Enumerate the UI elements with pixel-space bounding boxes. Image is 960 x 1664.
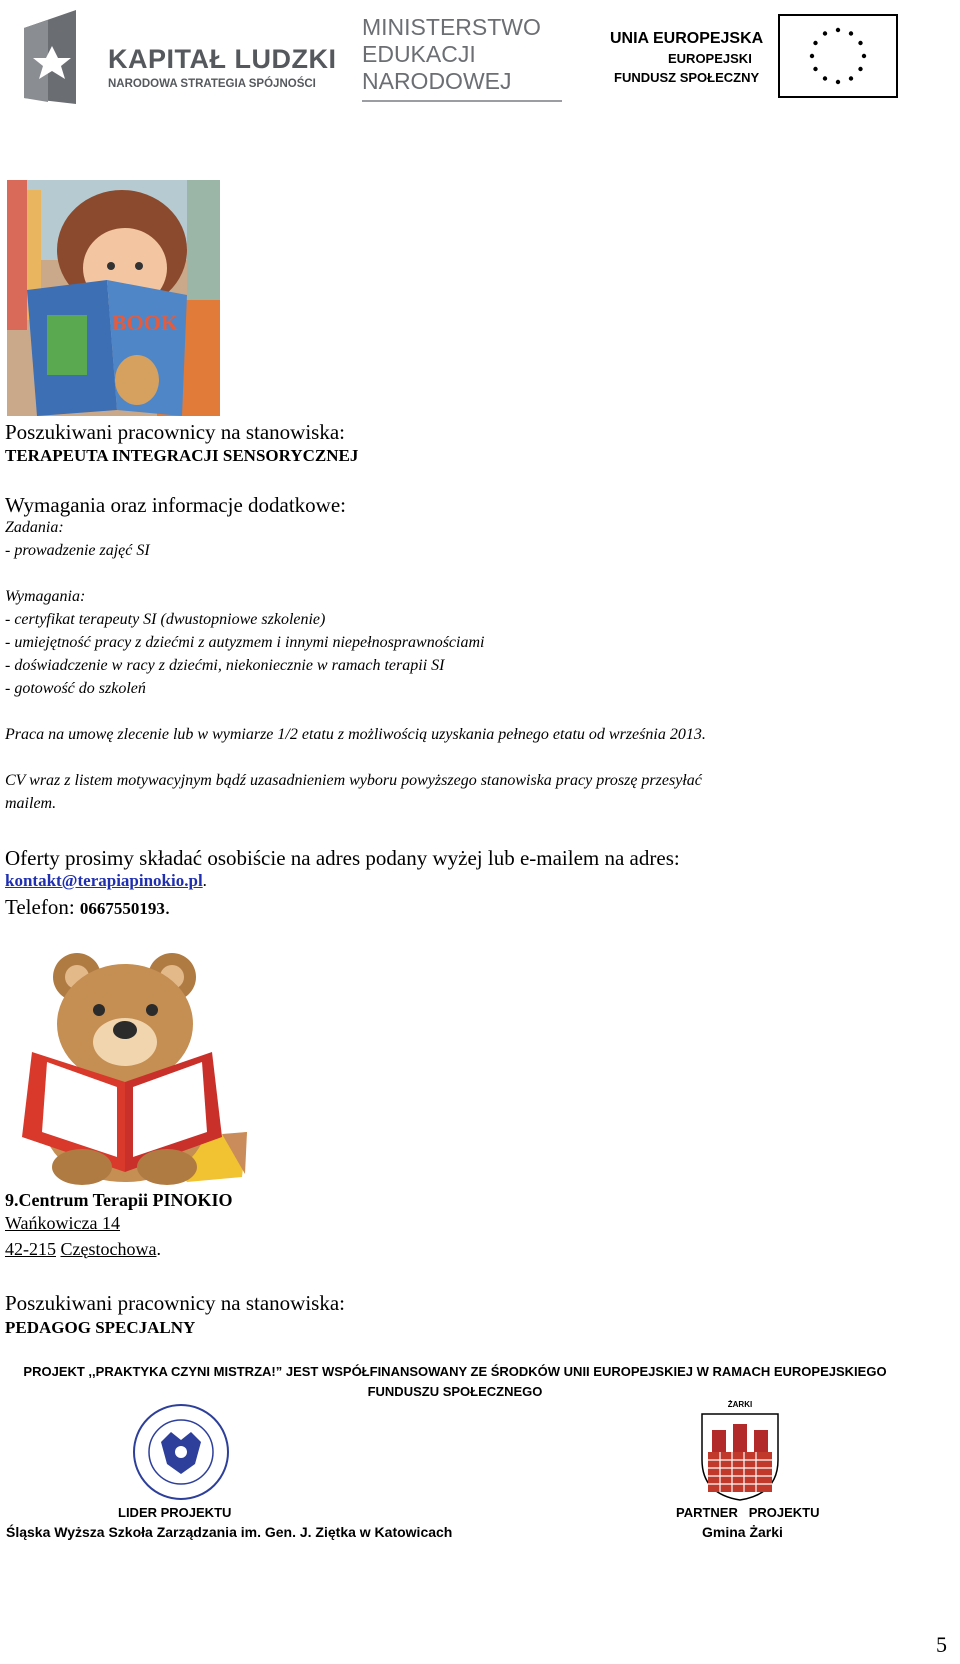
kl-title: KAPITAŁ LUDZKI	[108, 44, 337, 74]
men-line2: EDUKACJI	[362, 41, 476, 67]
cv-info-line2: mailem.	[5, 795, 57, 812]
offers-text: Oferty prosimy składać osobiście na adres podany wyżej lub e-mailem na adres:	[5, 846, 680, 870]
requirements-label: Wymagania:	[5, 588, 86, 605]
zarki-label: ŻARKI	[727, 1400, 753, 1409]
email-link[interactable]: kontakt@terapiapinokio.pl	[5, 871, 203, 890]
reading-girl-illustration	[7, 180, 220, 416]
center-city-line	[5, 1239, 161, 1260]
email-line	[5, 871, 207, 891]
center-name: 9.Centrum Terapii PINOKIO	[5, 1190, 233, 1210]
leader-name: Śląska Wyższa Szkoła Zarządzania im. Gen. J. Ziętka w Katowicach	[6, 1524, 453, 1540]
phone-number: 0667550193	[79, 899, 165, 918]
men-line3: NARODOWEJ	[362, 68, 512, 94]
svg-text:BOOK: BOOK	[112, 310, 179, 335]
phone-suffix: .	[164, 895, 171, 919]
eu-stars-icon	[780, 16, 896, 96]
zarki-coat-of-arms	[700, 1400, 780, 1502]
phone-label: Telefon:	[5, 895, 80, 919]
partner-name: Gmina Żarki	[702, 1524, 783, 1540]
entry9-position: PEDAGOG SPECJALNY	[5, 1318, 196, 1337]
reading-bear-illustration	[7, 942, 247, 1190]
university-seal-icon	[125, 1402, 237, 1502]
city: Częstochowa	[60, 1239, 157, 1259]
requirement-item: - gotowość do szkoleń	[5, 680, 146, 697]
task-item: - prowadzenie zajęć SI	[5, 542, 150, 559]
kapital-ludzki-logo	[18, 8, 338, 108]
work-info: Praca na umowę zlecenie lub w wymiarze 1/2 etatu z możliwością uzyskania pełnego etatu od września 2013.	[5, 726, 706, 743]
men-line1: MINISTERSTWO	[362, 14, 541, 40]
requirement-item: - certyfikat terapeuty SI (dwustopniowe szkolenie)	[5, 611, 326, 628]
tasks-label: Zadania:	[5, 519, 64, 536]
project-funding-line2: FUNDUSZU SPOŁECZNEGO	[367, 1384, 543, 1399]
offer-heading: Poszukiwani pracownicy na stanowiska:	[5, 420, 346, 444]
city-suffix: .	[156, 1239, 161, 1259]
ue-line2: EUROPEJSKI	[668, 51, 752, 66]
men-underline	[362, 100, 562, 102]
page-number: 5	[936, 1632, 947, 1657]
kl-subtitle: NARODOWA STRATEGIA SPÓJNOŚCI	[108, 78, 316, 90]
ue-line1: UNIA EUROPEJSKA	[610, 30, 764, 47]
requirement-item: - doświadczenie w racy z dziećmi, niekoniecznie w ramach terapii SI	[5, 657, 445, 674]
project-funding-line1: PROJEKT ,,PRAKTYKA CZYNI MISTRZA!” JEST WSPÓŁFINANSOWANY ZE ŚRODKÓW UNII EUROPEJSKIEJ W RAMACH EUROPEJSKIEGO	[23, 1364, 887, 1379]
ue-line3: FUNDUSZ SPOŁECZNY	[614, 70, 760, 85]
university-seal	[125, 1402, 237, 1502]
email-suffix: .	[202, 871, 207, 890]
kapital-ludzki-emblem-icon	[18, 8, 88, 104]
leader-label: LIDER PROJEKTU	[118, 1505, 232, 1520]
postal-code: 42-215	[5, 1239, 56, 1259]
partner-label: PARTNER PROJEKTU	[676, 1505, 820, 1520]
offer-position: TERAPEUTA INTEGRACJI SENSORYCZNEJ	[5, 446, 359, 465]
requirements-heading: Wymagania oraz informacje dodatkowe:	[5, 493, 347, 517]
cv-info-line1: CV wraz z listem motywacyjnym bądź uzasadnieniem wyboru powyższego stanowiska pracy proszę przesyłać	[5, 772, 702, 789]
men-logo	[362, 10, 572, 110]
entry9-heading: Poszukiwani pracownicy na stanowiska:	[5, 1291, 346, 1315]
ue-efs-logo	[610, 14, 910, 104]
street: Wańkowicza 14	[5, 1213, 121, 1233]
center-street	[5, 1213, 120, 1234]
zarki-shield-icon	[700, 1410, 780, 1502]
requirement-item: - umiejętność pracy z dziećmi z autyzmem i innymi niepełnosprawnościami	[5, 634, 485, 651]
phone-line	[5, 895, 170, 920]
eu-flag	[778, 14, 898, 98]
